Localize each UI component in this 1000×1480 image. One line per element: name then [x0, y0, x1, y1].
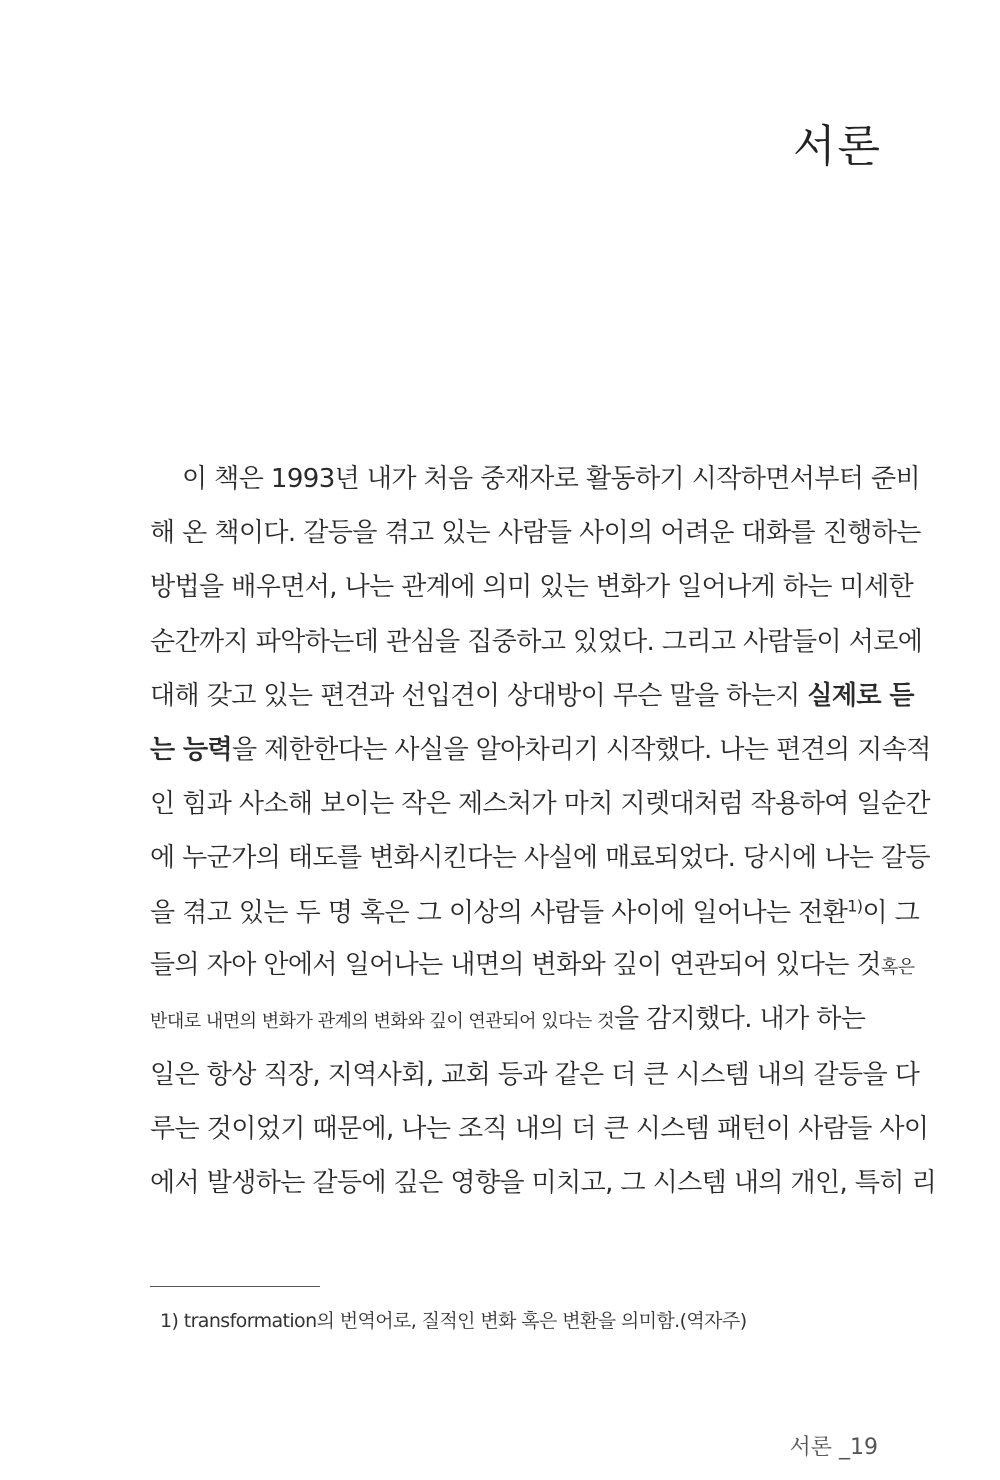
text-line: 을 겪고 있는 두 명 혹은 그 이상의 사람들 사이에 일어나는 전환$^{1)}$이 그 — [150, 895, 920, 928]
text-line: 는 능력을 제한한다는 사실을 알아차리기 시작했다. 나는 편견의 지속적 — [150, 734, 931, 765]
emphasis-text: 는 능력 — [150, 734, 232, 765]
page-footer — [789, 1430, 878, 1461]
text-line: 들의 자아 안에서 일어나는 내면의 변화와 깊이 연관되어 있다는 것혹은 — [150, 950, 915, 981]
chapter-title: 서론 — [792, 121, 882, 172]
running-header-section: 서론 — [789, 1435, 832, 1460]
text-line: 에서 발생하는 갈등에 깊은 영향을 미치고, 그 시스템 내의 개인, 특히 리 — [150, 1168, 937, 1199]
text-line: 루는 것이었기 때문에, 나는 조직 내의 더 큰 시스템 패턴이 사람들 사이 — [150, 1114, 929, 1145]
footnote: 1) transformation의 번역어로, 질적인 변화 혹은 변환을 의미함.(역자주) — [160, 1310, 747, 1332]
text-line: 순간까지 파악하는데 관심을 집중하고 있었다. 그리고 사람들이 서로에 — [150, 626, 923, 657]
text-line: 대해 갖고 있는 편견과 선입견이 상대방이 무슨 말을 하는지 실제로 듣 — [150, 680, 914, 711]
text-line: 에 누군가의 태도를 변화시킨다는 사실에 매료되었다. 당시에 나는 갈등 — [150, 843, 930, 874]
text-line: 반대로 내면의 변화가 관계의 변화와 깊이 연관되어 있다는 것을 감지했다. 내가 하는 — [150, 1004, 866, 1035]
text-line: 방법을 배우면서, 나는 관계에 의미 있는 변화가 일어나게 하는 미세한 — [150, 572, 914, 603]
footnote-divider — [150, 1286, 320, 1287]
emphasis-text: 실제로 듣 — [807, 680, 914, 711]
footer-separator: _ — [839, 1435, 850, 1460]
text-line: 일은 항상 직장, 지역사회, 교회 등과 같은 더 큰 시스템 내의 갈등을 다 — [150, 1060, 920, 1091]
page-number: 19 — [850, 1435, 878, 1460]
text-line: 해 온 책이다. 갈등을 겪고 있는 사람들 사이의 어려운 대화를 진행하는 — [150, 518, 921, 549]
body-paragraph — [150, 452, 937, 1211]
text-line: 이 책은 1993년 내가 처음 중재자로 활동하기 시작하면서부터 준비 — [182, 464, 920, 494]
text-line: 인 힘과 사소해 보이는 작은 제스처가 마치 지렛대처럼 작용하여 일순간 — [150, 789, 930, 820]
footnote-marker: 1) — [847, 895, 863, 915]
